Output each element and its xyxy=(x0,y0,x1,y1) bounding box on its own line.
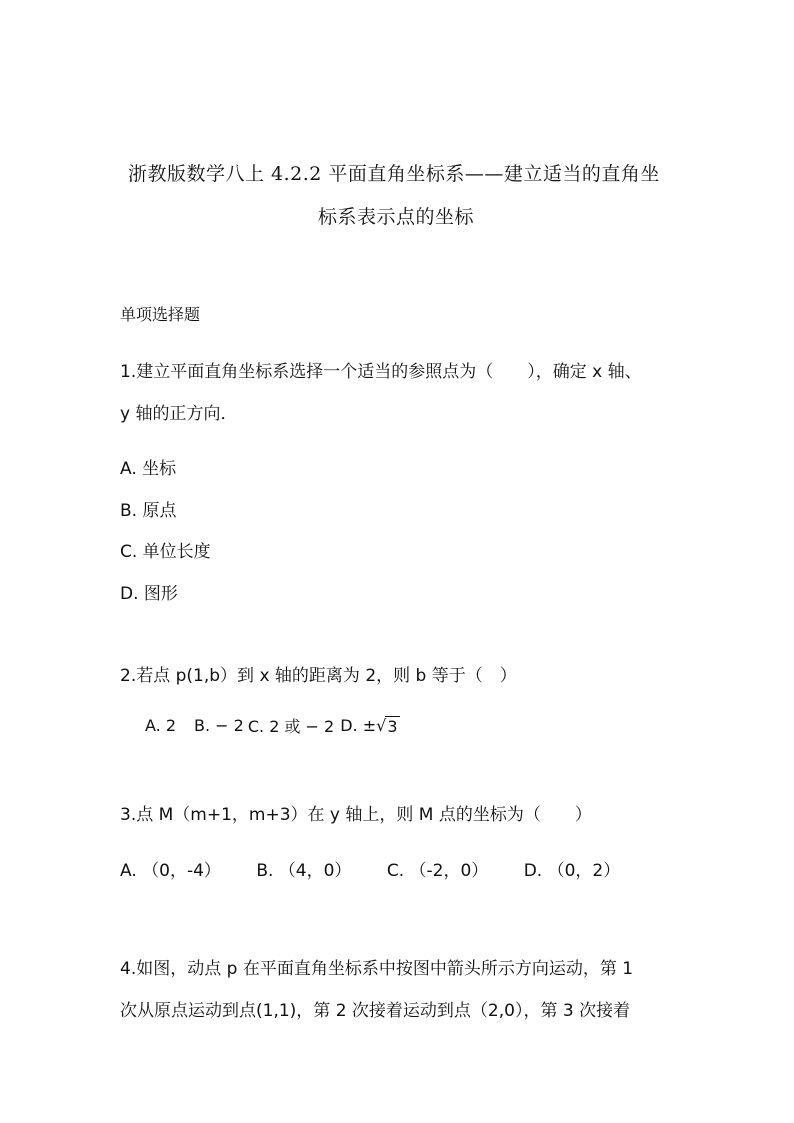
question-1-option-b: B. 原点 xyxy=(120,501,177,521)
document-title-line-1: 浙教版数学八上 4.2.2 平面直角坐标系——建立适当的直角坐 xyxy=(128,163,660,185)
question-4-stem-line-1: 4.如图，动点 p 在平面直角坐标系中按图中箭头所示方向运动，第 1 xyxy=(120,959,634,979)
sqrt-symbol-icon: √ xyxy=(376,716,387,735)
question-2-stem: 2.若点 p(1,b）到 x 轴的距离为 2，则 b 等于（ ） xyxy=(120,666,517,686)
question-3-option-a: A. （0，-4） xyxy=(120,861,221,881)
question-1-stem-line-1: 1.建立平面直角坐标系选择一个适当的参照点为（ ），确定 x 轴、 xyxy=(120,362,642,382)
question-3-option-b: B. （4，0） xyxy=(256,861,352,881)
question-2-option-a: A. 2 xyxy=(145,716,177,735)
question-2-option-c: C. 2 或 − 2 xyxy=(247,717,335,736)
sqrt-radicand: 3 xyxy=(387,716,398,736)
question-1-stem-line-2: y 轴的正方向． xyxy=(120,404,238,424)
question-1-option-a: A. 坐标 xyxy=(120,459,177,479)
question-2-option-d: D. ± xyxy=(340,716,377,735)
section-heading: 单项选择题 xyxy=(120,305,201,324)
question-2-options xyxy=(145,714,400,737)
question-2-option-b: B. − 2 xyxy=(194,716,244,735)
document-title-line-2: 标系表示点的坐标 xyxy=(318,206,475,228)
question-3-option-c: C. （-2，0） xyxy=(386,861,489,881)
question-1-option-c: C. 单位长度 xyxy=(120,542,211,562)
question-3-options xyxy=(120,856,650,881)
question-3-stem: 3.点 M（m+1，m+3）在 y 轴上，则 M 点的坐标为（ ） xyxy=(120,805,592,825)
question-1-option-d: D. 图形 xyxy=(120,584,178,604)
question-4-stem-line-2: 次从原点运动到点(1,1)，第 2 次接着运动到点（2,0），第 3 次接着 xyxy=(120,1001,631,1021)
question-3-option-d: D. （0，2） xyxy=(523,861,621,881)
